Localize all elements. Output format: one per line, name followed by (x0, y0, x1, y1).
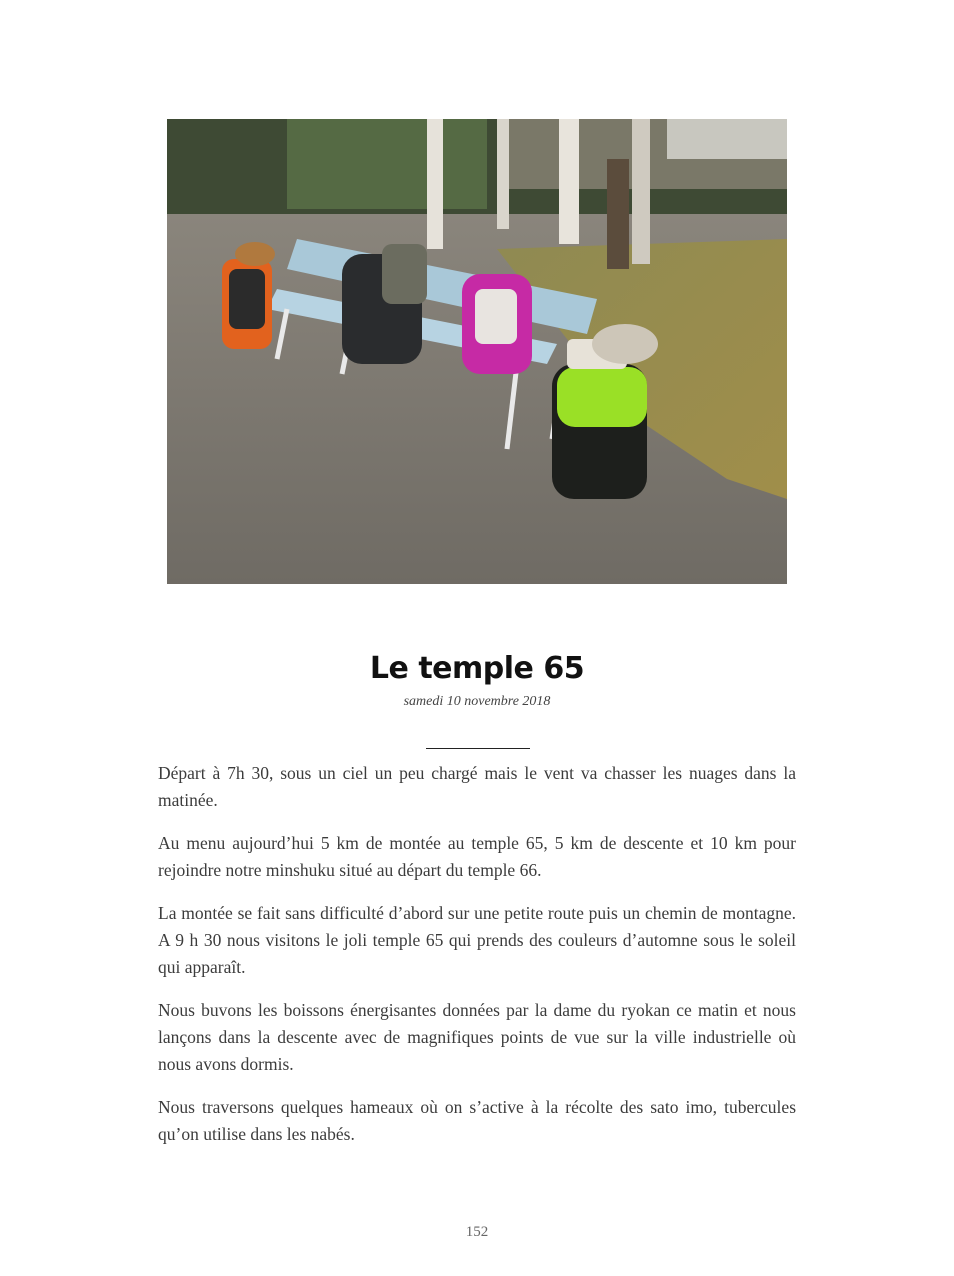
paragraph: Au menu aujourd’hui 5 km de montée au temple 65, 5 km de descente et 10 km pour rejoindre notre minshuku situé au départ du temple 66. (158, 833, 796, 880)
bench-with-backpacks-photo (167, 119, 787, 584)
page-number: 152 (465, 1224, 489, 1240)
article-body (158, 760, 796, 1164)
article-date: samedi 10 novembre 2018 (403, 694, 551, 709)
paragraph: Nous traversons quelques hameaux où on s’active à la récolte des sato imo, tubercules qu’on utilise dans les nabés. (158, 1097, 796, 1144)
paragraph: Nous buvons les boissons énergisantes données par la dame du ryokan ce matin et nous lançons dans la descente avec de magnifiques points de vue sur la ville industrielle où nous avons dormis. (158, 1000, 796, 1074)
paragraph: Départ à 7h 30, sous un ciel un peu chargé mais le vent va chasser les nuages dans la matinée. (158, 763, 796, 810)
paragraph: La montée se fait sans difficulté d’abord sur une petite route puis un chemin de montagne. A 9 h 30 nous visitons le joli temple 65 qui prends des couleurs d’automne sous le soleil qui apparaît. (158, 903, 796, 977)
article-title: Le temple 65 (369, 651, 585, 686)
title-divider (426, 748, 530, 749)
